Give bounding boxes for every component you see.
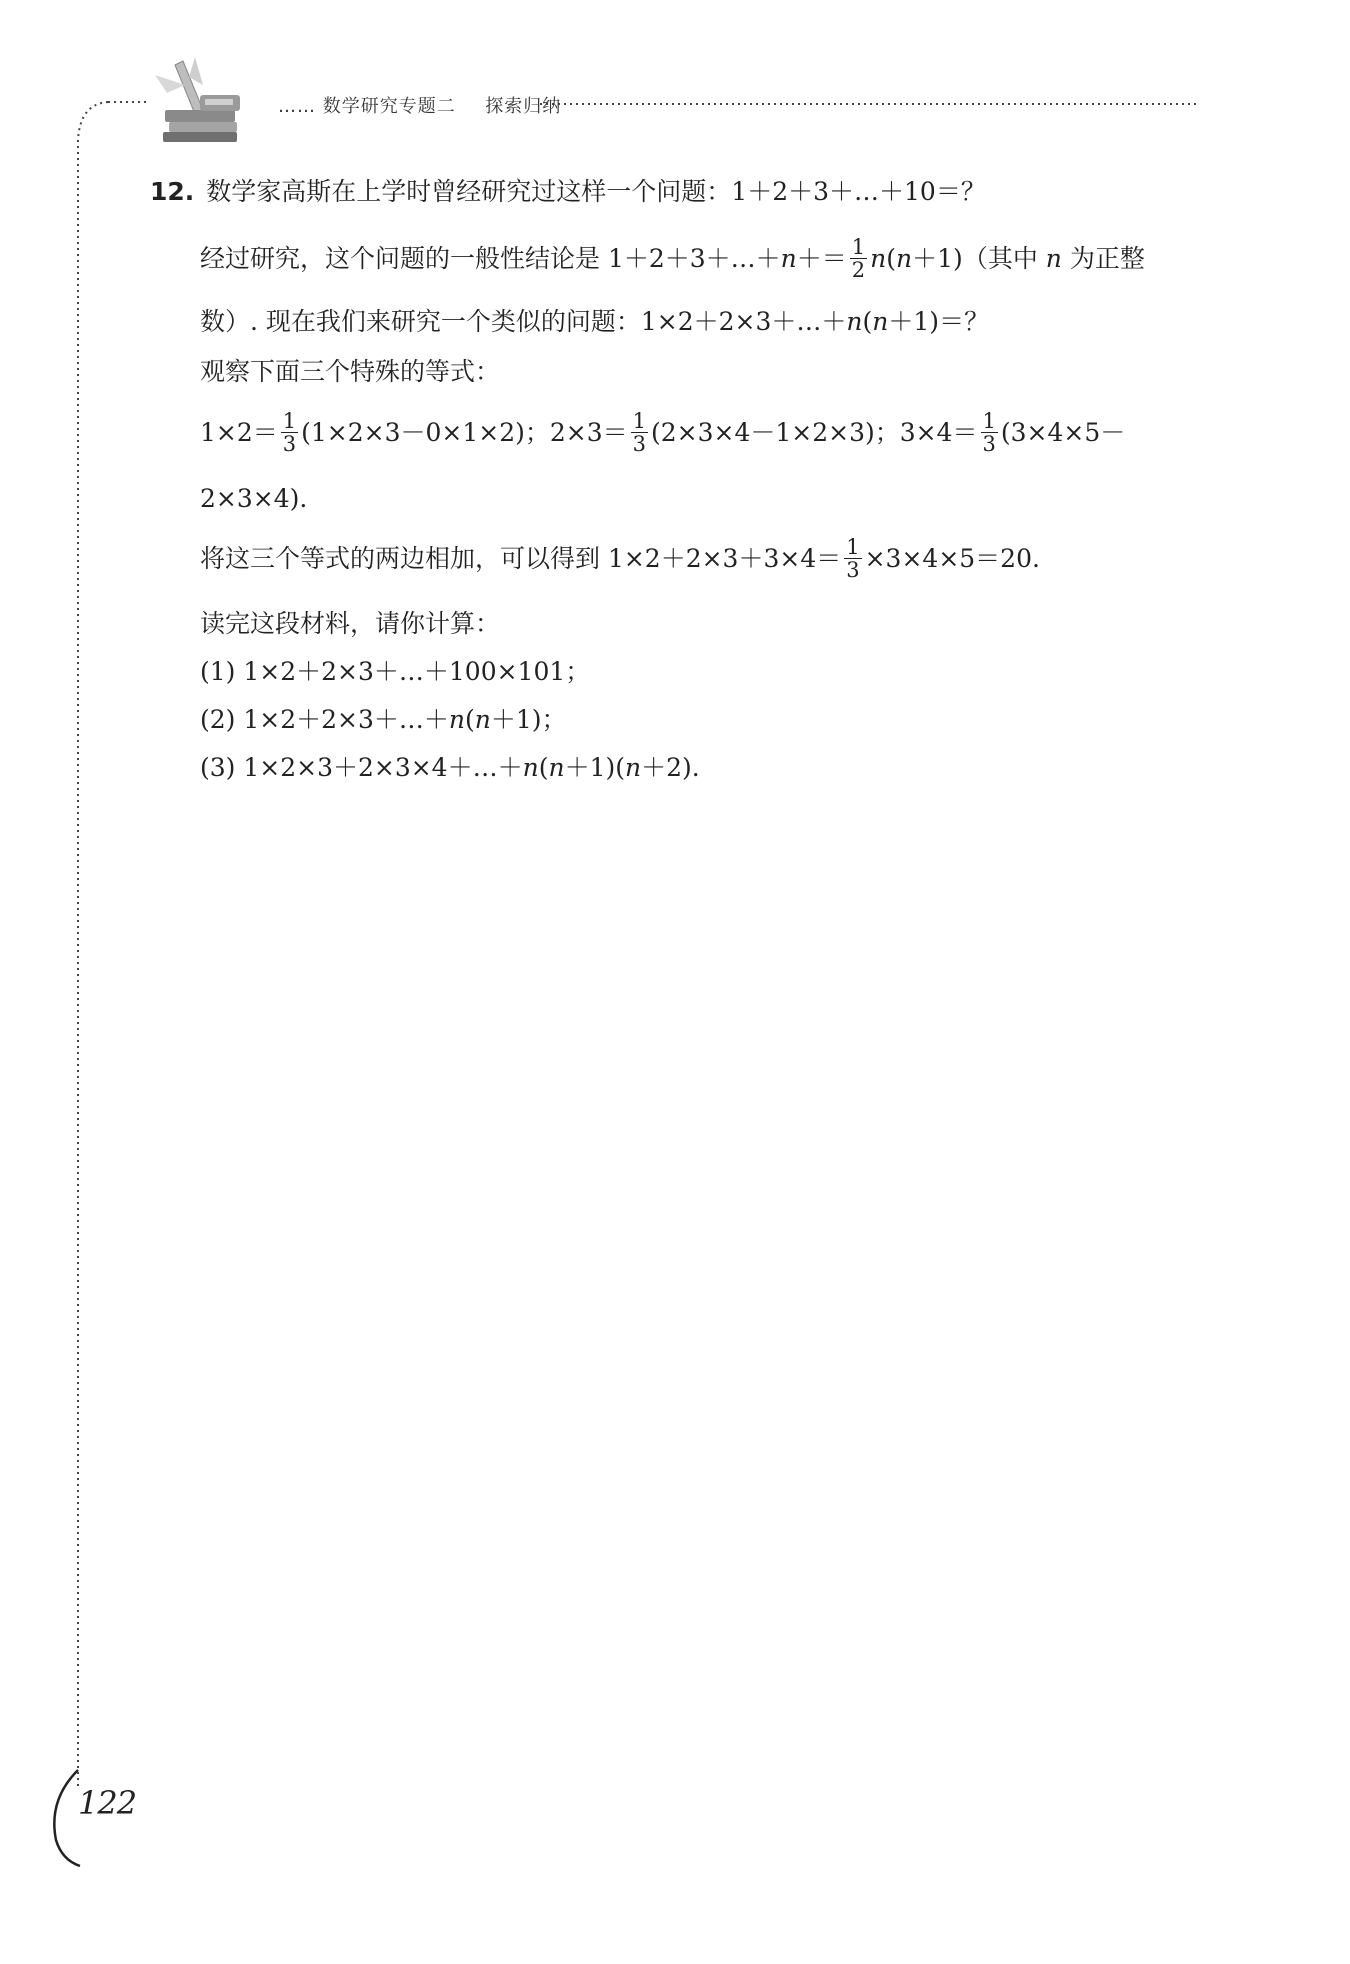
problem-line-6: 2×3×4). (200, 484, 308, 513)
header-section: 数学研究专题二 (322, 96, 456, 117)
sub-question-2: (2) 1×2＋2×3＋…＋n(n＋1)； (200, 705, 567, 734)
problem-line-8: 读完这段材料，请你计算： (200, 609, 501, 638)
sub-question-3: (3) 1×2×3＋2×3×4＋…＋n(n＋1)(n＋2). (200, 753, 700, 782)
books-icon (145, 55, 255, 145)
fraction-one-third-c: $\frac{1}{3}$ (982, 409, 996, 457)
problem-line-1: 12. 数学家高斯在上学时曾经研究过这样一个问题：1＋2＋3＋…＋10＝？ (150, 177, 986, 206)
problem-line-3: 数）. 现在我们来研究一个类似的问题：1×2＋2×3＋…＋n(n＋1)＝？ (200, 307, 990, 336)
sub-question-1: (1) 1×2＋2×3＋…＋100×101； (200, 657, 591, 686)
header-topic: 探索归纳 (485, 96, 562, 117)
fraction-one-third-a: $\frac{1}{3}$ (282, 409, 297, 457)
fraction-one-third-b: $\frac{1}{3}$ (632, 409, 647, 457)
header-leader: …… (278, 96, 316, 117)
fraction-one-third-d: $\frac{1}{3}$ (846, 535, 860, 583)
problem-line-2: 经过研究，这个问题的一般性结论是 1＋2＋3＋…＋n＋＝ $\frac{1}{2}$ n(n＋1)（其中 n 为正整 (200, 235, 1145, 283)
fraction-one-half: $\frac{1}{2}$ (851, 235, 866, 283)
problem-number: 12. (150, 177, 195, 206)
problem-line-4: 观察下面三个特殊的等式： (200, 357, 501, 386)
problem-equations-line: 1×2＝ $\frac{1}{3}$ (1×2×3－0×1×2)；2×3＝ $\frac{1}{3}$ (2×3×4－1×2×3)；3×4＝ $\frac{1}{3}$ (3×4×5－ (200, 409, 1126, 457)
problem-line-7: 将这三个等式的两边相加，可以得到 1×2＋2×3＋3×4＝ $\frac{1}{3}$ ×3×4×5＝20. (200, 535, 1040, 583)
page-number: 122 (78, 1784, 137, 1822)
running-header (278, 92, 561, 118)
